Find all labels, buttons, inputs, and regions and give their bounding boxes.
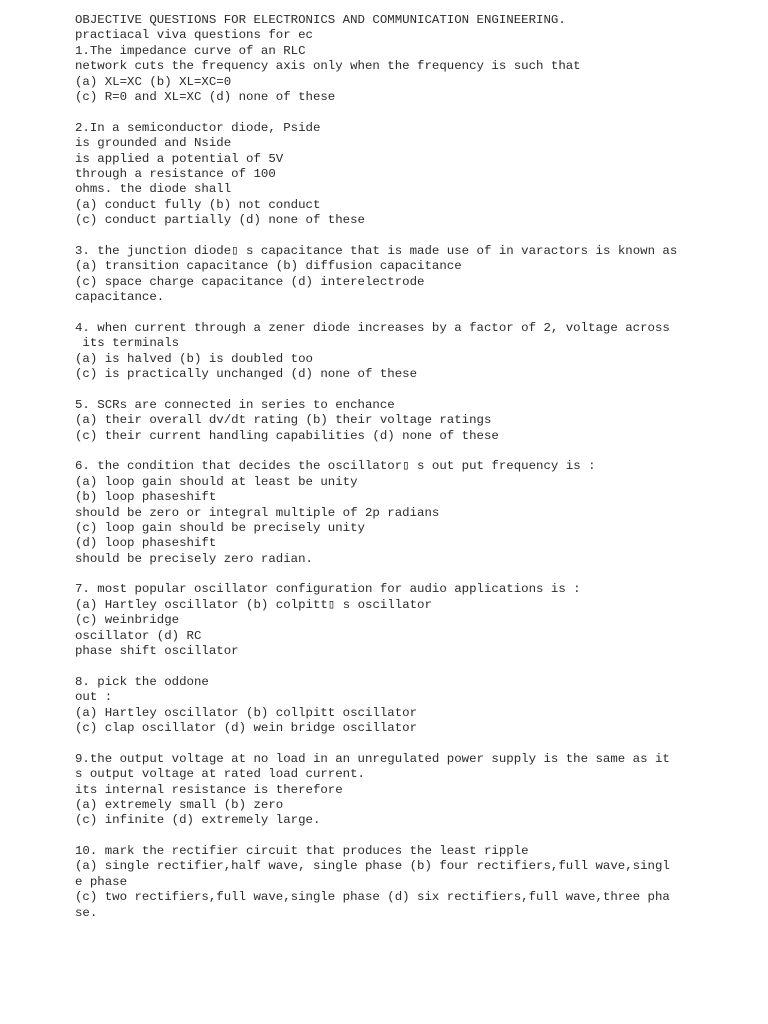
question-line: 9.the output voltage at no load in an unregulated power supply is the same as it [75,751,670,766]
question-5 [75,398,735,444]
question-line: through a resistance of 100 [75,166,276,181]
question-line: 7. most popular oscillator configuration for audio applications is : [75,582,581,597]
question-6 [75,459,735,567]
question-9 [75,752,735,829]
question-line: e phase [75,874,128,889]
question-1 [75,44,735,106]
question-line: (a) single rectifier,half wave, single phase (b) four rectifiers,full wave,singl [75,859,670,874]
question-line: should be zero or integral multiple of 2p radians [75,505,440,520]
paragraph-gap [75,736,735,751]
question-line: (c) is practically unchanged (d) none of these [75,366,418,381]
paragraph-gap [75,105,735,120]
question-line: should be precisely zero radian. [75,551,313,566]
question-line: out : [75,690,113,705]
document-title: OBJECTIVE QUESTIONS FOR ELECTRONICS AND COMMUNICATION ENGINEERING. [75,13,566,27]
question-line: 6. the condition that decides the oscillator▯ s out put frequency is : [75,459,596,474]
question-7 [75,582,735,659]
question-line: (a) transition capacitance (b) diffusion capacitance [75,259,462,274]
paragraph-gap [75,444,735,459]
question-line: 8. pick the oddone [75,674,209,689]
question-line: (a) Hartley oscillator (b) collpitt oscillator [75,705,418,720]
question-line: 2.In a semiconductor diode, Pside [75,120,321,135]
paragraph-gap [75,829,735,844]
question-line: (a) conduct fully (b) not conduct [75,197,321,212]
question-line: (c) clap oscillator (d) wein bridge oscillator [75,720,418,735]
paragraph-gap [75,659,735,674]
question-line: oscillator (d) RC [75,628,202,643]
question-line: (c) weinbridge [75,613,180,628]
document-header [75,13,735,44]
paragraph-gap [75,382,735,397]
question-line: (c) loop gain should be precisely unity [75,520,365,535]
question-line: 4. when current through a zener diode increases by a factor of 2, voltage across [75,320,670,335]
question-line: its internal resistance is therefore [75,782,343,797]
question-2 [75,121,735,229]
question-line: 10. mark the rectifier circuit that produces the least ripple [75,844,529,859]
question-line: 3. the junction diode▯ s capacitance that is made use of in varactors is known as [75,243,678,258]
paragraph-gap [75,228,735,243]
question-line: (c) their current handling capabilities (d) none of these [75,428,499,443]
question-line: its terminals [75,336,180,351]
question-line: is applied a potential of 5V [75,151,284,166]
question-line: phase shift oscillator [75,644,239,659]
question-line: (a) extremely small (b) zero [75,797,284,812]
document-text [75,13,735,921]
question-line: se. [75,905,98,920]
paragraph-gap [75,567,735,582]
question-line: (a) XL=XC (b) XL=XC=0 [75,74,232,89]
question-line: (b) loop phaseshift [75,490,217,505]
paragraph-gap [75,305,735,320]
question-line: capacitance. [75,290,165,305]
question-line: ohms. the diode shall [75,182,232,197]
question-8 [75,675,735,737]
question-line: (a) their overall dv/dt rating (b) their voltage ratings [75,413,492,428]
question-3 [75,244,735,306]
question-line: (c) two rectifiers,full wave,single phase (d) six rectifiers,full wave,three pha [75,890,670,905]
document-subtitle: practiacal viva questions for ec [75,28,313,43]
question-line: 5. SCRs are connected in series to enchance [75,397,395,412]
question-line: (c) space charge capacitance (d) interelectrode [75,274,425,289]
question-line: (a) is halved (b) is doubled too [75,351,313,366]
question-line: (c) infinite (d) extremely large. [75,813,321,828]
question-line: (a) loop gain should at least be unity [75,474,358,489]
question-line: 1.The impedance curve of an RLC [75,43,306,58]
question-line: network cuts the frequency axis only when the frequency is such that [75,59,581,74]
question-4 [75,321,735,383]
question-line: (c) conduct partially (d) none of these [75,213,365,228]
question-line: s output voltage at rated load current. [75,767,365,782]
question-line: (a) Hartley oscillator (b) colpitt▯ s oscillator [75,597,432,612]
question-line: (d) loop phaseshift [75,536,217,551]
question-line: is grounded and Nside [75,136,232,151]
question-10 [75,844,735,921]
question-line: (c) R=0 and XL=XC (d) none of these [75,89,336,104]
